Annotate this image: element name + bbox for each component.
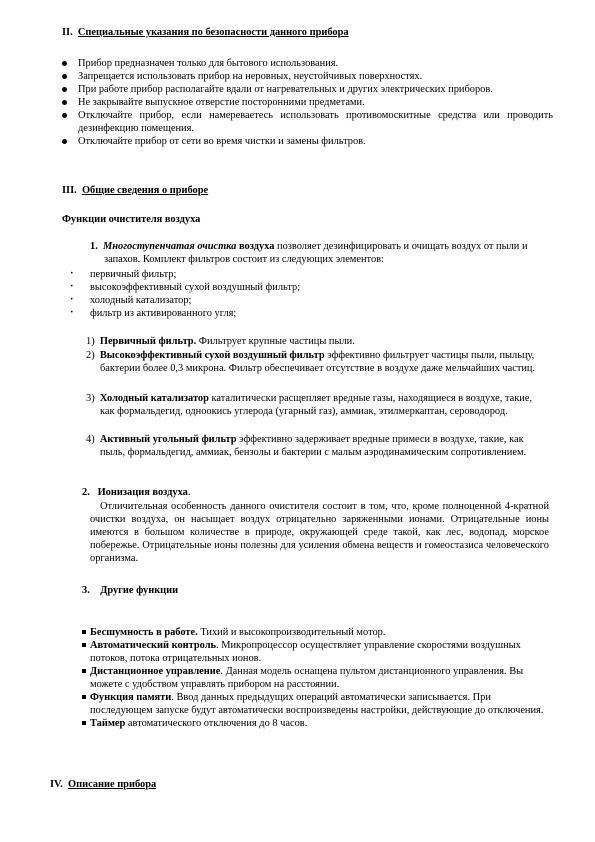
- list-item: При работе прибор располагайте вдали от нагревательных и других электрических приборов.: [0, 83, 595, 96]
- list-item: [0, 691, 595, 717]
- detail-4-number: 4): [86, 434, 95, 445]
- list-item: Прибор предназначен только для бытового использования.: [0, 57, 595, 70]
- detail-3-term: Холодный катализатор: [99, 393, 209, 404]
- item-1-number: 1.: [90, 241, 98, 252]
- detail-2-text: эффективно фильтрует частицы пыли, пыльцу, бактерии более 0,3 микрона. Фильтр обеспечивает отсутствие в воздухе даже мельчайших частиц.: [100, 350, 536, 374]
- section-4-title: Описание прибора: [68, 779, 157, 790]
- detail-1-text: Фильтрует крупные частицы пыли.: [196, 336, 355, 347]
- filter-detail-2: [0, 349, 595, 375]
- filter-list: [0, 268, 595, 320]
- detail-1-number: 1): [86, 336, 95, 347]
- list-item: Запрещается использовать прибор на неровных, неустойчивых поверхностях.: [0, 70, 595, 83]
- list-item: [0, 717, 595, 730]
- section-2-number: II.: [62, 27, 73, 38]
- section-4-heading: [0, 778, 595, 791]
- item-2-number: 2.: [82, 487, 90, 498]
- list-item: · фильтр из активированного угля;: [0, 307, 595, 320]
- filter-detail-4: [0, 433, 595, 459]
- item-3-number: 3.: [82, 585, 90, 596]
- feature-term: Автоматический контроль: [90, 640, 217, 651]
- feature-term: Функция памяти: [90, 692, 172, 703]
- detail-2-term: Высокоэффективный сухой воздушный фильтр: [99, 350, 325, 361]
- item-2-dot: .: [187, 487, 191, 498]
- list-item: Не закрывайте выпускное отверстие посторонними предметами.: [0, 96, 595, 109]
- section-4-number: IV.: [50, 779, 63, 790]
- other-functions-list: [0, 626, 595, 730]
- list-item: [0, 626, 595, 639]
- feature-term: Таймер: [90, 718, 126, 729]
- feature-text: Тихий и высокопроизводительный мотор.: [197, 627, 386, 638]
- filter-detail-1: [0, 335, 595, 348]
- section-2-heading: [0, 26, 595, 39]
- ionization-paragraph: Отличительная особенность данного очистителя состоит в том, что, кроме полноценной 4-кратной очистки воздуха, он насыщает воздух отрицательно заряженными ионами. Отрицательные ионы имеются в большом количестве в природе, окружающей среде такой, как лес, водопад, морское побережье. Отрицательные ионы полезны для усиления обмена веществ и гомеостазиса человеческого организма.: [90, 501, 549, 564]
- feature-text: . Данная модель оснащена пультом дистанционного управления. Вы можете с удобством управлять прибором на расстоянии.: [90, 666, 524, 690]
- section-2-title: Специальные указания по безопасности данного прибора: [77, 27, 349, 38]
- detail-3-text: каталитически расщепляет вредные газы, находящиеся в воздухе, такие, как формальдегид, одноокись углерода (угарный газ), аммиак, этилмеркаптан, сероводород.: [100, 393, 533, 417]
- list-item: · холодный катализатор;: [0, 294, 595, 307]
- multistage-cleaning-paragraph: [0, 240, 595, 266]
- list-item: [0, 639, 595, 665]
- detail-2-number: 2): [86, 350, 95, 361]
- list-item: Отключайте прибор от сети во время чистки и замены фильтров.: [0, 135, 595, 148]
- feature-term: Бесшумность в работе.: [90, 627, 198, 638]
- detail-3-number: 3): [86, 393, 95, 404]
- item-1-bold-word: воздуха: [238, 241, 275, 252]
- other-functions-heading: [0, 584, 595, 597]
- safety-bullet-list: [0, 57, 595, 148]
- section-3-number: III.: [62, 185, 77, 196]
- list-item: [0, 665, 595, 691]
- detail-4-term: Активный угольный фильтр: [99, 434, 237, 445]
- filter-detail-3: [0, 392, 595, 418]
- ionization-heading: [0, 486, 595, 499]
- feature-text: . Ввод данных предыдущих операций автоматически записывается. При последующем запуске будут автоматически воспроизведены настройки, действующие до отключения.: [90, 692, 544, 716]
- item-1-text: позволяет дезинфицировать и очищать воздух от пыли и запахов. Комплект фильтров состоит из следующих элементов:: [104, 241, 528, 265]
- item-2-term: Ионизация воздуха: [97, 487, 188, 498]
- list-item: · первичный фильтр;: [0, 268, 595, 281]
- feature-text: автоматического отключения до 8 часов.: [125, 718, 308, 729]
- detail-4-text: эффективно задерживает вредные примеси в воздухе, такие, как пыль, формальдегид, аммиак, бензолы и бактерии с малым аэродинамическим сопротивлением.: [100, 434, 527, 458]
- detail-1-term: Первичный фильтр.: [99, 336, 197, 347]
- functions-subheading: Функции очистителя воздуха: [62, 214, 201, 225]
- list-item: · высокоэффективный сухой воздушный фильтр;: [0, 281, 595, 294]
- feature-term: Дистанционное управление: [90, 666, 221, 677]
- list-item: Отключайте прибор, если намереваетесь использовать противомоскитные средства или проводить дезинфекцию помещения.: [0, 109, 595, 135]
- section-3-heading: [0, 184, 595, 197]
- item-3-term: Другие функции: [100, 585, 179, 596]
- feature-text: . Микропроцессор осуществляет управление скоростями воздушных потоков, потока отрицательных ионов.: [90, 640, 521, 664]
- item-1-term: Многоступенчатая очистка: [103, 241, 237, 252]
- section-3-title: Общие сведения о приборе: [81, 185, 209, 196]
